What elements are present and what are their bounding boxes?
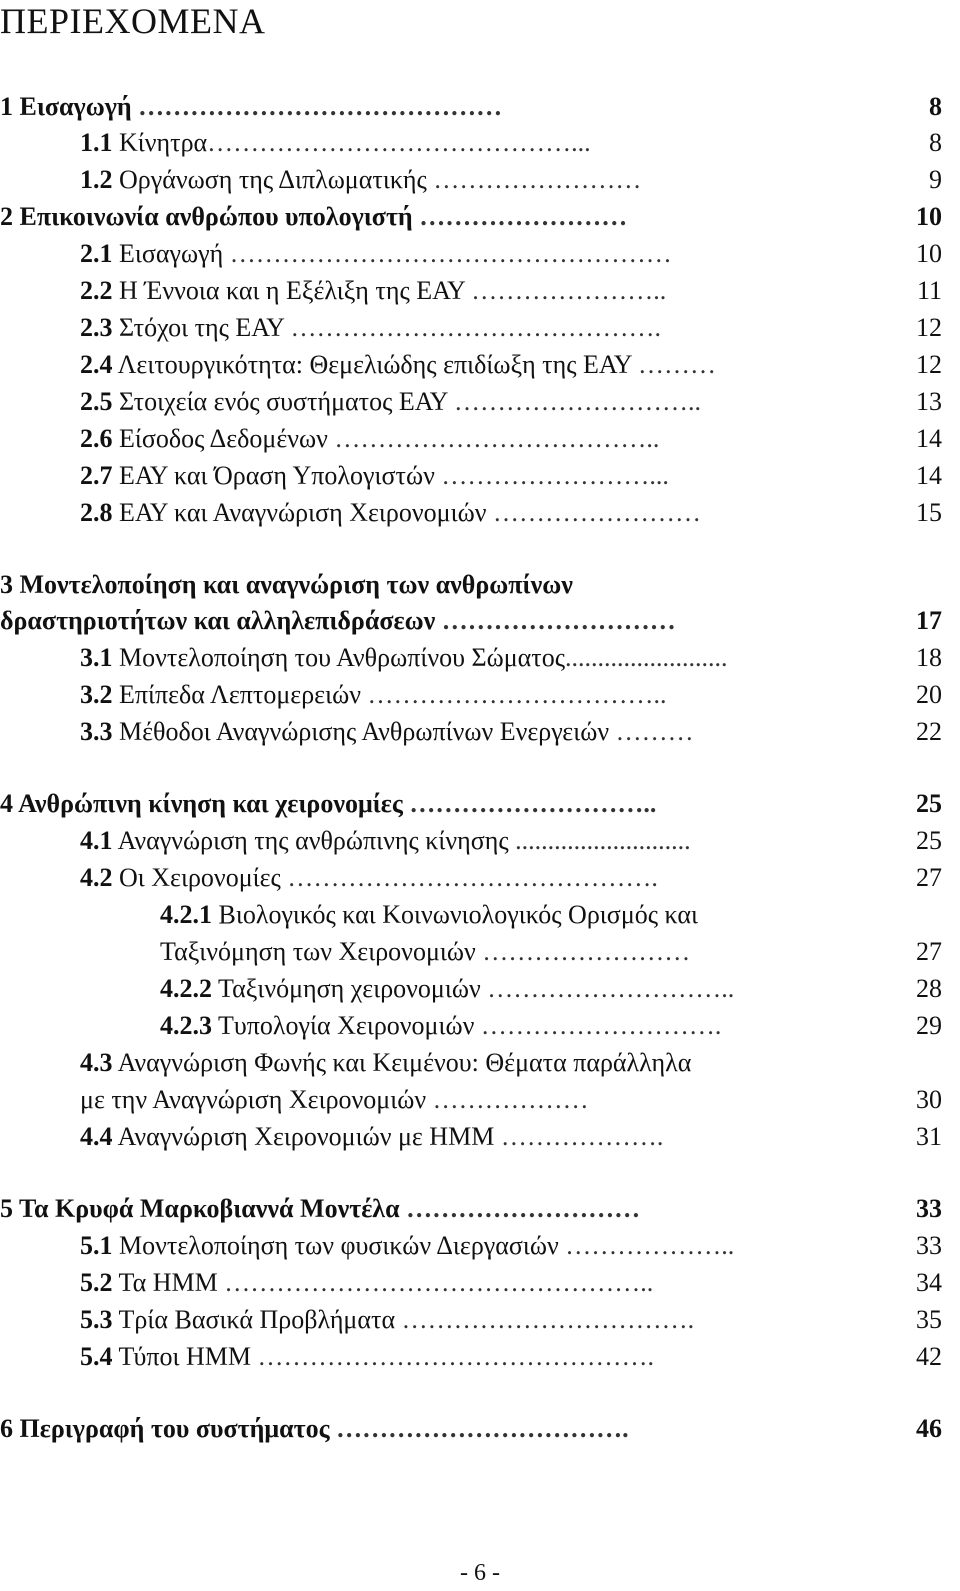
toc-entry-leader-dots: ………………..: [558, 1231, 735, 1260]
toc-entry-title: Οργάνωση της Διπλωματικής: [112, 165, 427, 194]
toc-entry-leader-dots: ……………………………………………: [223, 239, 672, 268]
toc-entry-number: 2.3: [80, 313, 113, 342]
toc-entry-title: Αναγνώριση Χειρονομιών με ΗΜΜ: [112, 1122, 495, 1151]
toc-entry[interactable]: [160, 1011, 721, 1041]
toc-entry-page-number: 14: [916, 461, 942, 490]
toc-entry[interactable]: [80, 276, 666, 306]
toc-entry[interactable]: [0, 92, 502, 122]
toc-entry-leader-dots: ………………………: [399, 1194, 641, 1223]
toc-entry-number: 4.4: [80, 1122, 113, 1151]
toc-entry-leader-dots: ……………………………………...: [207, 128, 591, 157]
toc-entry[interactable]: [80, 680, 666, 710]
toc-entry-page-number: 27: [916, 863, 942, 892]
toc-entry-number: 2.8: [80, 498, 113, 527]
toc-entry[interactable]: [80, 1268, 653, 1298]
toc-entry-number: 2.4: [80, 350, 113, 379]
toc-entry-page-number: 29: [916, 1011, 942, 1040]
toc-entry-number: 1.2: [80, 165, 113, 194]
toc-entry[interactable]: [0, 1414, 629, 1444]
toc-entry-title: δραστηριοτήτων και αλληλεπιδράσεων: [0, 606, 436, 635]
toc-entry-leader-dots: …………………………………….: [280, 863, 658, 892]
toc-entry[interactable]: [80, 387, 701, 417]
toc-entry[interactable]: [80, 717, 694, 747]
toc-entry-title: Τύποι ΗΜΜ: [112, 1342, 251, 1371]
toc-entry-number: 4.2.3: [160, 1011, 212, 1040]
toc-entry-page-number: 27: [916, 937, 942, 966]
toc-entry-number: 4.2: [80, 863, 113, 892]
toc-entry[interactable]: [80, 165, 641, 195]
toc-entry-leader-dots: ……………………: [426, 165, 642, 194]
toc-entry[interactable]: [0, 1194, 640, 1224]
toc-entry-leader-dots: ………: [631, 350, 717, 379]
toc-entry-leader-dots: …………………………………….: [283, 313, 661, 342]
toc-entry-number: 3.3: [80, 717, 113, 746]
toc-entry-title: Λειτουργικότητα: Θεμελιώδης επιδίωξη της ΕΑΥ: [112, 350, 632, 379]
toc-entry-page-number: 33: [916, 1231, 942, 1260]
toc-entry-number: 5.1: [80, 1231, 113, 1260]
toc-entry[interactable]: [0, 202, 627, 232]
toc-entry-leader-dots: …………………………….: [329, 1414, 629, 1443]
toc-entry[interactable]: [80, 350, 716, 380]
toc-entry-title: Μέθοδοι Αναγνώρισης Ανθρωπίνων Ενεργειών: [112, 717, 610, 746]
toc-entry-page-number: 17: [916, 606, 942, 635]
toc-entry-leader-dots: …………………………………………..: [217, 1268, 654, 1297]
toc-entry-title: Ταξινόμηση των Χειρονομιών: [160, 937, 476, 966]
toc-entry[interactable]: [80, 1085, 589, 1115]
toc-entry-page-number: 9: [929, 165, 942, 194]
toc-entry-number: 2.2: [80, 276, 113, 305]
toc-entry[interactable]: [80, 863, 658, 893]
toc-entry-leader-dots: ……………………………………: [131, 92, 503, 121]
toc-entry-number: 4.3: [80, 1048, 113, 1077]
toc-entry[interactable]: [160, 974, 734, 1004]
toc-entry-leader-dots: ………………………………..: [327, 424, 660, 453]
toc-entry-title: Τρία Βασικά Προβλήματα: [112, 1305, 396, 1334]
toc-entry[interactable]: [80, 1231, 734, 1261]
toc-entry-title: Επίπεδα Λεπτομερειών: [112, 680, 361, 709]
toc-entry-title: Ταξινόμηση χειρονομιών: [212, 974, 481, 1003]
toc-entry-page-number: 10: [916, 202, 942, 231]
toc-entry[interactable]: [160, 937, 690, 967]
toc-entry-page-number: 12: [916, 350, 942, 379]
toc-entry-number: 1: [0, 92, 13, 121]
toc-entry-number: 2.5: [80, 387, 113, 416]
toc-entry[interactable]: [80, 1305, 694, 1335]
toc-entry-page-number: 33: [916, 1194, 942, 1223]
toc-entry-leader-dots: ………………………..: [402, 789, 657, 818]
toc-entry-leader-dots: ……………….: [494, 1122, 664, 1151]
toc-entry-title: ΕΑΥ και Αναγνώριση Χειρονομιών: [112, 498, 487, 527]
toc-entry-title: Τυπολογία Χειρονομιών: [212, 1011, 475, 1040]
toc-entry-title: Οι Χειρονομίες: [112, 863, 281, 892]
toc-entry-number: 5.4: [80, 1342, 113, 1371]
page-number-footer: - 6 -: [460, 1560, 500, 1586]
toc-entry-title: Εισαγωγή: [13, 92, 132, 121]
toc-entry-page-number: 12: [916, 313, 942, 342]
toc-entry-page-number: 15: [916, 498, 942, 527]
toc-entry-page-number: 25: [916, 826, 942, 855]
toc-entry-title: Αναγνώριση Φωνής και Κειμένου: Θέματα παράλληλα: [112, 1048, 692, 1077]
toc-entry-number: 3.2: [80, 680, 113, 709]
toc-entry-page-number: 20: [916, 680, 942, 709]
toc-entry-title: Στοιχεία ενός συστήματος ΕΑΥ: [112, 387, 448, 416]
toc-entry[interactable]: [0, 570, 573, 600]
toc-entry[interactable]: [80, 239, 672, 269]
toc-entry[interactable]: [0, 606, 676, 636]
toc-entry[interactable]: [80, 826, 691, 856]
toc-entry[interactable]: [80, 313, 661, 343]
toc-entry-leader-dots: ……………………………………….: [250, 1342, 654, 1371]
toc-entry-title: Ανθρώπινη κίνηση και χειρονομίες: [13, 789, 403, 818]
toc-entry-number: 5.2: [80, 1268, 113, 1297]
toc-entry[interactable]: [80, 1122, 663, 1152]
toc-entry-number: 1.1: [80, 128, 113, 157]
toc-entry[interactable]: [0, 789, 656, 819]
toc-entry-title: Τα Κρυφά Μαρκοβιαννά Μοντέλα: [13, 1194, 400, 1223]
toc-entry-title: Τα ΗΜΜ: [112, 1268, 218, 1297]
toc-entry-leader-dots: ………………………: [435, 606, 676, 635]
toc-entry-title: Είσοδος Δεδομένων: [112, 424, 328, 453]
toc-entry[interactable]: [80, 461, 669, 491]
toc-entry-title: Κίνητρα: [112, 128, 208, 157]
toc-entry-leader-dots: ……………………….: [474, 1011, 722, 1040]
toc-entry-page-number: 31: [916, 1122, 942, 1151]
toc-entry[interactable]: [80, 1342, 654, 1372]
toc-entry-leader-dots: ……………………: [486, 498, 701, 527]
toc-entry-page-number: 22: [916, 717, 942, 746]
toc-entry-number: 3: [0, 570, 13, 599]
toc-entry-number: 4.2.2: [160, 974, 212, 1003]
toc-entry-page-number: 34: [916, 1268, 942, 1297]
toc-entry-title: Στόχοι της ΕΑΥ: [112, 313, 284, 342]
toc-entry-page-number: 10: [916, 239, 942, 268]
toc-entry-title: Περιγραφή του συστήματος: [13, 1414, 330, 1443]
toc-entry-number: 5.3: [80, 1305, 113, 1334]
toc-entry-page-number: 11: [916, 276, 942, 305]
toc-entry-title: Αναγνώριση της ανθρώπινης κίνησης: [112, 826, 509, 855]
toc-entry-leader-dots: ………: [609, 717, 694, 746]
toc-entry-number: 2: [0, 202, 13, 231]
toc-entry-number: 5: [0, 1194, 13, 1223]
toc-entry-leader-dots: ……………………...: [434, 461, 669, 490]
toc-entry[interactable]: [80, 128, 591, 158]
toc-entry-page-number: 25: [916, 789, 942, 818]
toc-entry-page-number: 8: [929, 128, 942, 157]
toc-entry-page-number: 46: [916, 1414, 942, 1443]
toc-entry-leader-dots: ………………………..: [447, 387, 701, 416]
toc-entry-title: Μοντελοποίηση του Ανθρωπίνου Σώματος: [112, 643, 566, 672]
toc-entry[interactable]: [80, 424, 659, 454]
toc-entry[interactable]: [160, 900, 698, 930]
toc-entry-page-number: 14: [916, 424, 942, 453]
toc-entry-number: 2.1: [80, 239, 113, 268]
toc-entry-page-number: 18: [916, 643, 942, 672]
toc-entry-page-number: 42: [916, 1342, 942, 1371]
toc-entry-number: 4: [0, 789, 13, 818]
toc-entry-leader-dots: .........................: [565, 643, 728, 672]
toc-entry-page-number: 35: [916, 1305, 942, 1334]
toc-entry-leader-dots: ……………………………..: [360, 680, 667, 709]
toc-entry-page-number: 8: [929, 92, 942, 121]
toc-entry-page-number: 13: [916, 387, 942, 416]
toc-entry-title: Επικοινωνία ανθρώπου υπολογιστή: [13, 202, 413, 231]
toc-entry-number: 2.7: [80, 461, 113, 490]
toc-entry-title: Εισαγωγή: [112, 239, 224, 268]
toc-entry-leader-dots: ………………………..: [480, 974, 735, 1003]
toc-entry-leader-dots: …………………………….: [395, 1305, 695, 1334]
toc-entry-number: 4.2.1: [160, 900, 212, 929]
toc-entry-leader-dots: ……………………: [475, 937, 691, 966]
toc-entry-leader-dots: …………………..: [464, 276, 667, 305]
toc-entry-title: Μοντελοποίηση των φυσικών Διεργασιών: [112, 1231, 559, 1260]
toc-entry[interactable]: [80, 498, 701, 528]
toc-entry-number: 2.6: [80, 424, 113, 453]
toc-entry[interactable]: [80, 1048, 691, 1078]
toc-entry-leader-dots: ……………………: [412, 202, 628, 231]
toc-entry[interactable]: [80, 643, 728, 673]
toc-entry-leader-dots: ...........................: [508, 826, 691, 855]
toc-entry-number: 4.1: [80, 826, 113, 855]
toc-entry-title: ΕΑΥ και Όραση Υπολογιστών: [112, 461, 435, 490]
toc-entry-title: Βιολογικός και Κοινωνιολογικός Ορισμός και: [212, 900, 699, 929]
toc-entry-leader-dots: ………………: [426, 1085, 589, 1114]
toc-entry-page-number: 30: [916, 1085, 942, 1114]
page-title: ΠΕΡΙΕΧΟΜΕΝΑ: [0, 1, 266, 41]
toc-entry-page-number: 28: [916, 974, 942, 1003]
toc-entry-title: Η Έννοια και η Εξέλιξη της ΕΑΥ: [112, 276, 465, 305]
toc-entry-title: Μοντελοποίηση και αναγνώριση των ανθρωπίνων: [13, 570, 573, 599]
toc-entry-number: 6: [0, 1414, 13, 1443]
toc-entry-title: με την Αναγνώριση Χειρονομιών: [80, 1085, 427, 1114]
toc-entry-number: 3.1: [80, 643, 113, 672]
